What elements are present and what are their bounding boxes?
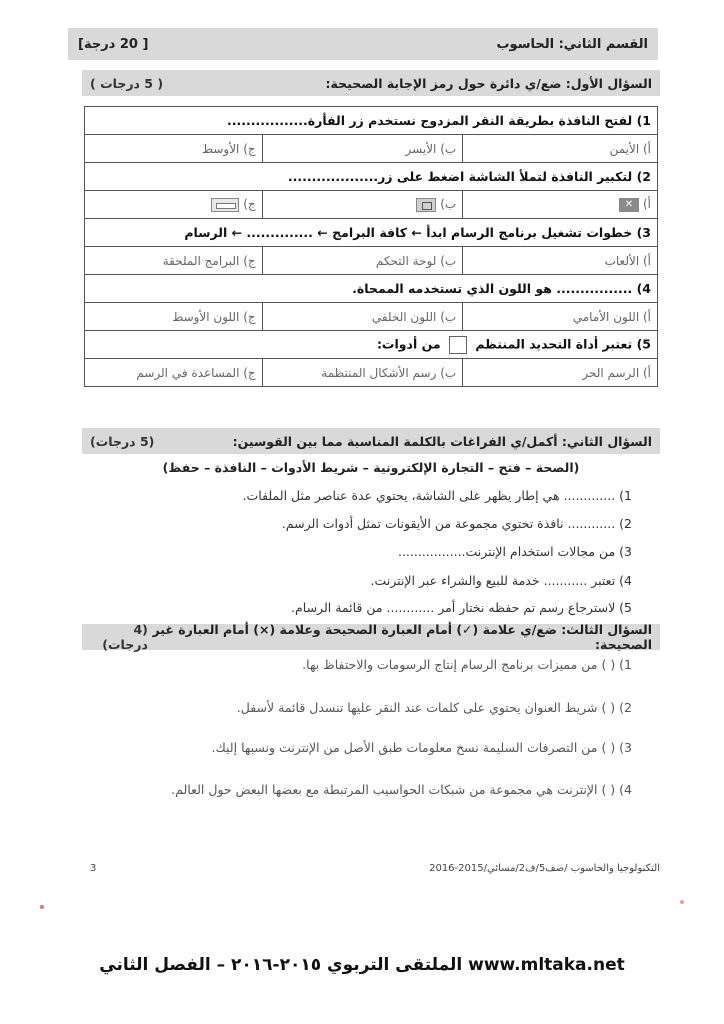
q1-item-4-options (85, 303, 658, 331)
scan-speck (40, 905, 44, 909)
option-c: ج) المساعدة في الرسم (85, 359, 263, 387)
q3-line-1: 1) ( ) من مميزات برنامج الرسام إنتاج الرسومات والاحتفاظ بها. (302, 657, 632, 672)
course-info: التكنولوجيا والحاسوب /صف5/ف2/مسائي/2015-2016 (429, 862, 660, 874)
q2-line-4: 4) تعتبر ........... خدمة للبيع والشراء عبر الإنترنت. (370, 573, 632, 588)
q3-line-4: 4) ( ) الإنترنت هي مجموعة من شبكات الحواسيب المرتبطة مع بعضها البعض حول العالم. (171, 782, 632, 797)
q1-item-1-stem (85, 107, 658, 135)
question-stem: 3) خطوات تشغيل برنامج الرسام ابدأ ← كافة البرامج ← .............. ← الرسام (85, 219, 658, 247)
q1-item-3-stem (85, 219, 658, 247)
q2-grade: (5 درجات) (90, 433, 155, 449)
section-grade: [ 20 درجة] (78, 36, 149, 52)
q3-line-2: 2) ( ) شريط العنوان يحتوي على كلمات عند النقر عليها تنسدل قائمة لأسفل. (236, 700, 632, 715)
q1-item-3-options (85, 247, 658, 275)
site-footer: www.mltaka.net الملتقى التربوي ٢٠١٥-٢٠١٦ – الفصل الثاني (99, 955, 625, 975)
option-c: ج) اللون الأوسط (85, 303, 263, 331)
q1-header (82, 70, 660, 96)
option-b: ب) لوحة التحكم (262, 247, 463, 275)
q3-title: السؤال الثالث: ضع/ي علامة (✓) أمام العبارة الصحيحة وعلامة (×) أمام العبارة غير الصحيحة: (152, 622, 652, 652)
q3-grade: (4 درجات) (102, 622, 148, 652)
question-stem: 2) لتكبير النافذة لتملأ الشاشة اضغط على زر................... (85, 163, 658, 191)
q1-title: السؤال الأول: ضع/ي دائرة حول رمز الإجابة الصحيحة: (325, 75, 652, 91)
option-letter: ج) (243, 197, 256, 212)
q2-line-5: 5) لاسترجاع رسم تم حفظه نختار أمر ............ من قائمة الرسام. (291, 600, 632, 615)
q1-item-4-stem (85, 275, 658, 303)
option-b (262, 191, 463, 219)
q2-header (82, 428, 660, 454)
question-stem: 1) لفتح النافذة بطريقة النقر المزدوج نستخدم زر الفأرة................. (85, 107, 658, 135)
question-stem: 4) ................ هو اللون الذي تستخدمه الممحاة. (85, 275, 658, 303)
rectangle-select-icon (449, 336, 467, 354)
q1-grade: ( 5 درجات ) (90, 75, 164, 91)
option-a: أ) الألعاب (463, 247, 658, 275)
q1-item-5-options (85, 359, 658, 387)
option-letter: أ) (642, 197, 651, 212)
option-a: أ) اللون الأمامي (463, 303, 658, 331)
word-bank: (الصحة – فتح – التجارة الإلكترونية – شريط الأدوات – النافذة – حفظ) (162, 460, 580, 475)
stem-text-before: 5) تعتبر أداة التحديد المنتظم (475, 336, 651, 351)
q1-item-1-options (85, 135, 658, 163)
q2-line-2: 2) ............ نافذة تحتوي مجموعة من الأيقونات تمثل أدوات الرسم. (281, 516, 632, 531)
option-c: ج) الأوسط (85, 135, 263, 163)
page-footer (90, 858, 660, 878)
q3-header (82, 624, 660, 650)
option-c (85, 191, 263, 219)
close-icon: ✕ (619, 198, 639, 212)
question-stem (85, 331, 658, 359)
section-header (68, 28, 658, 60)
page-number: 3 (90, 862, 97, 874)
option-letter: ب) (440, 197, 457, 212)
q1-item-2-stem (85, 163, 658, 191)
option-a: أ) الأيمن (463, 135, 658, 163)
q2-line-3: 3) من مجالات استخدام الإنترنت................. (397, 544, 632, 559)
option-a (463, 191, 658, 219)
option-b: ب) رسم الأشكال المنتظمة (262, 359, 463, 387)
q1-item-2-options (85, 191, 658, 219)
option-b: ب) الأيسر (262, 135, 463, 163)
option-b: ب) اللون الخلفي (262, 303, 463, 331)
stem-text-after: من أدوات: (376, 336, 441, 351)
q1-item-5-stem (85, 331, 658, 359)
scan-speck (680, 900, 684, 904)
restore-icon (416, 198, 436, 212)
option-a: أ) الرسم الحر (463, 359, 658, 387)
q3-line-3: 3) ( ) من التصرفات السليمة نسخ معلومات طبق الأصل من الإنترنت ونسبها إليك. (211, 740, 632, 755)
q1-table (84, 106, 658, 387)
q2-line-1: 1) ............. هي إطار يظهر على الشاشة، يحتوي عدة عناصر مثل الملفات. (242, 488, 632, 503)
q2-title: السؤال الثاني: أكمل/ي الفراغات بالكلمة المناسبة مما بين القوسين: (232, 433, 652, 449)
section-title: القسم الثاني: الحاسوب (496, 36, 648, 52)
option-c: ج) البرامج الملحقة (85, 247, 263, 275)
minimize-icon (211, 198, 239, 212)
